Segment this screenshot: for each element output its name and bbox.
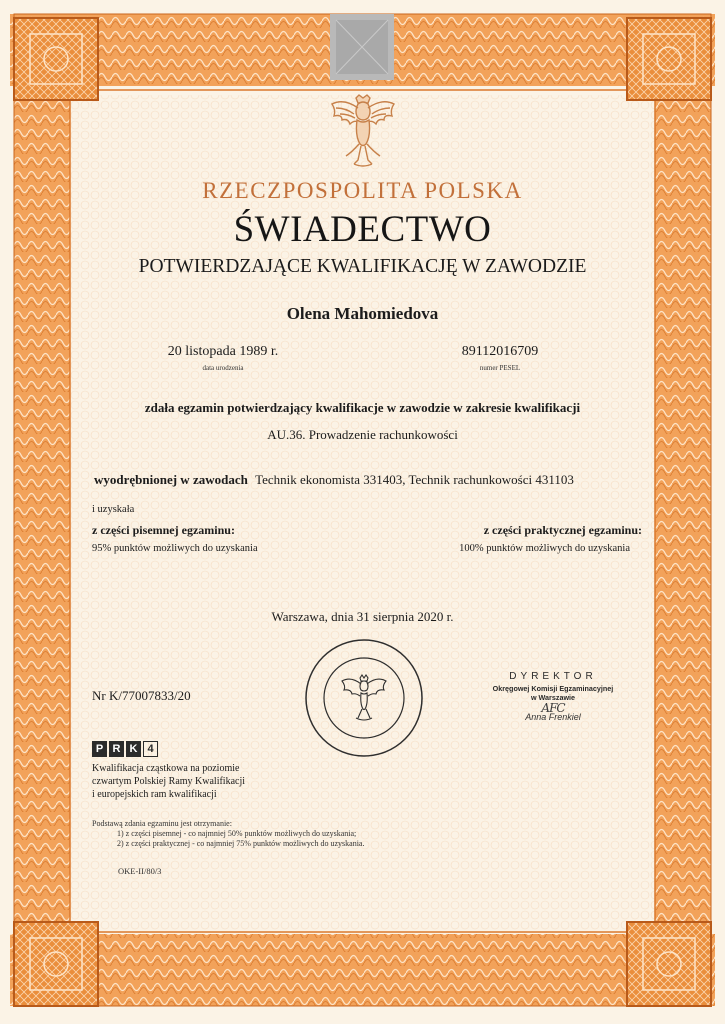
prk-letter-r: R xyxy=(109,741,124,757)
prk-desc-line2: czwartym Polskiej Ramy Kwalifikacji xyxy=(92,776,246,787)
prk-level-number: 4 xyxy=(143,741,158,757)
practical-part-label: z części praktycznej egzaminu: xyxy=(483,523,642,537)
certificate-title: ŚWIADECTWO xyxy=(233,209,492,250)
certificate-number: Nr K/77007833/20 xyxy=(92,688,191,703)
basis-line2: 1) z części pisemnej - co najmniej 50% punktów możliwych do uzyskania; xyxy=(117,829,357,838)
birth-date-value: 20 listopada 1989 r. xyxy=(167,344,279,359)
prk-description xyxy=(92,762,245,801)
director-block xyxy=(478,671,628,722)
official-stamp xyxy=(296,638,432,758)
qualification-name: AU.36. Prowadzenie rachunkowości xyxy=(267,427,458,442)
corner-ornament-bl xyxy=(14,922,98,1006)
hologram-patch xyxy=(330,14,394,80)
prk-desc-line3: i europejskich ram kwalifikacji xyxy=(92,789,217,800)
birth-date-label: data urodzenia xyxy=(202,364,244,372)
prk-desc-line1: Kwalifikacja cząstkowa na poziomie xyxy=(92,763,240,774)
director-name: Anna Frenkiel xyxy=(525,712,581,722)
place-and-date: Warszawa, dnia 31 sierpnia 2020 r. xyxy=(271,609,454,624)
professions-line xyxy=(94,472,574,488)
practical-part-result: 100% punktów możliwych do uzyskania xyxy=(459,543,630,554)
eagle-emblem-icon xyxy=(328,94,398,170)
exam-basis-note xyxy=(92,819,364,849)
professions-value: Technik ekonomista 331403, Technik rachunkowości 431103 xyxy=(255,472,574,487)
basis-line1: Podstawą zdania egzaminu jest otrzymanie: xyxy=(92,819,232,828)
pesel-block xyxy=(425,344,575,372)
prk-letter-k: K xyxy=(126,741,141,757)
pesel-label: numer PESEL xyxy=(479,364,521,372)
obtained-label: i uzyskała xyxy=(92,504,135,515)
form-code: OKE-II/80/3 xyxy=(118,866,162,876)
country-name: RZECZPOSPOLITA POLSKA xyxy=(202,178,523,203)
stamp-seal-icon xyxy=(296,638,432,758)
basis-line3: 2) z części praktycznej - co najmniej 75% punktów możliwych do uzyskania. xyxy=(117,839,365,848)
exam-intro: zdała egzamin potwierdzający kwalifikacje w zawodzie w zakresie kwalifikacji xyxy=(144,400,581,415)
pesel-value: 89112016709 xyxy=(461,344,539,359)
corner-ornament-tl xyxy=(14,18,98,100)
prk-level-badge xyxy=(92,741,160,757)
corner-ornament-tr xyxy=(627,18,711,100)
holder-name: Olena Mahomiedova xyxy=(286,304,439,323)
certificate-subtitle: POTWIERDZAJĄCE KWALIFIKACJĘ W ZAWODZIE xyxy=(138,256,587,277)
written-part-result: 95% punktów możliwych do uzyskania xyxy=(92,543,258,554)
director-signature: AFC xyxy=(541,701,565,715)
director-org-line2: w Warszawie xyxy=(530,693,576,702)
director-title: DYREKTOR xyxy=(509,671,597,682)
corner-ornament-br xyxy=(627,922,711,1006)
prk-letter-p: P xyxy=(92,741,107,757)
professions-label: wyodrębnionej w zawodach xyxy=(94,472,248,487)
director-org-line1: Okręgowej Komisji Egzaminacyjnej xyxy=(492,684,614,693)
written-part-label: z części pisemnej egzaminu: xyxy=(92,523,235,537)
birth-date-block xyxy=(148,344,298,372)
